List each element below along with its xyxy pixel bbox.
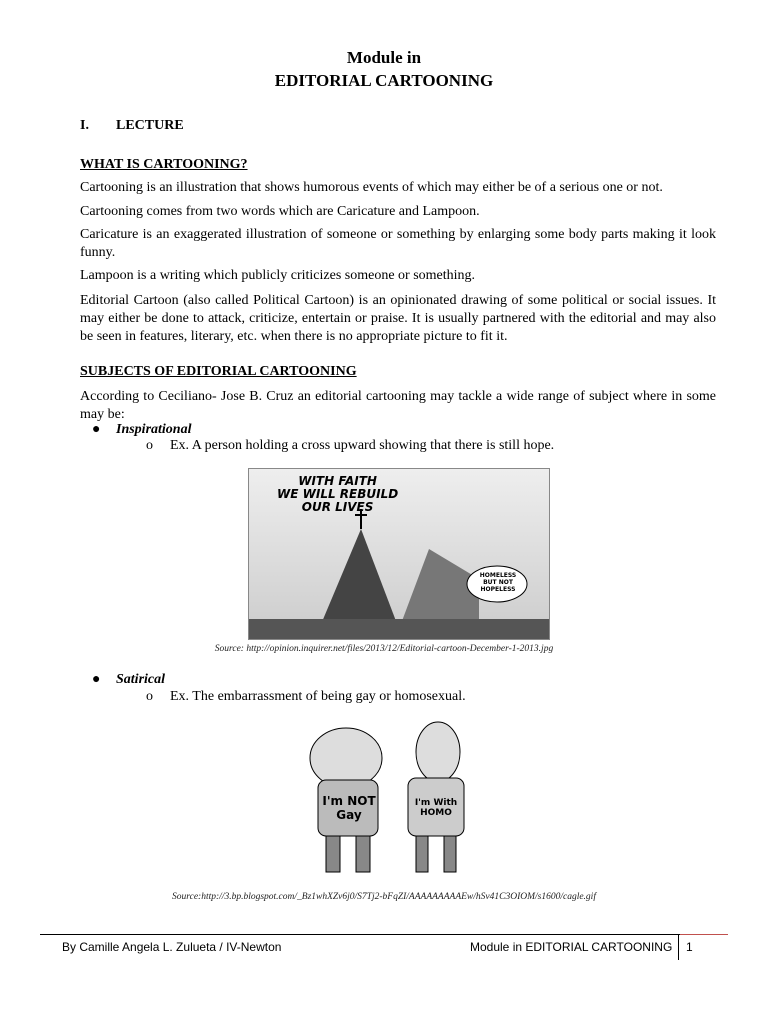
- satirical-cartoon-image: [296, 718, 512, 880]
- subjects-intro: According to Ceciliano- Jose B. Cruz an editorial cartooning may tackle a wide range of subject where in some may be:: [80, 389, 716, 422]
- sub-bullet-icon: o: [146, 438, 153, 453]
- paragraph: Cartooning comes from two words which are Caricature and Lampoon.: [80, 204, 480, 219]
- subjects-heading: SUBJECTS OF EDITORIAL CARTOONING: [80, 364, 357, 379]
- subject-label: Inspirational: [116, 422, 192, 437]
- subject-example: Ex. A person holding a cross upward showing that there is still hope.: [170, 438, 555, 453]
- cartoon-text: I'm NOT Gay: [322, 794, 376, 822]
- bullet-icon: ●: [92, 422, 101, 437]
- paragraph: Lampoon is a writing which publicly criticizes someone or something.: [80, 268, 476, 283]
- title-line-1: Module in: [346, 48, 422, 67]
- image-source-caption: Source: http://opinion.inquirer.net/files/2013/12/Editorial-cartoon-December-1-2013.jpg: [214, 644, 554, 654]
- footer-module: Module in EDITORIAL CARTOONING: [470, 940, 673, 954]
- subject-label: Satirical: [116, 672, 166, 687]
- page-title: EDITORIAL CARTOONING: [274, 71, 494, 90]
- footer-divider: [40, 934, 680, 935]
- footer-author: By Camille Angela L. Zulueta / IV-Newton: [62, 940, 282, 954]
- footer-accent-line: [680, 934, 728, 935]
- footer-separator: [678, 934, 679, 960]
- speech-bubble-text: HOMELESS BUT NOT HOPELESS: [479, 572, 517, 593]
- sub-bullet-icon: o: [146, 689, 153, 704]
- bullet-icon: ●: [92, 672, 101, 687]
- what-is-heading: WHAT IS CARTOONING?: [80, 157, 248, 172]
- paragraph: Caricature is an exaggerated illustration of someone or something by enlarging some body parts making it look funny.: [80, 227, 716, 260]
- subject-example: Ex. The embarrassment of being gay or homosexual.: [170, 689, 466, 704]
- cartoon-text: I'm With HOMO: [414, 798, 458, 818]
- image-source-caption: Source:http://3.bp.blogspot.com/_Bz1whXZv6j0/S7Tj2-bFqZI/AAAAAAAAAEw/hSv41C3OIOM/s1600/cagle.gif: [172, 892, 596, 902]
- section-heading: LECTURE: [116, 118, 184, 133]
- cartoon-text: WE WILL REBUILD: [277, 487, 399, 501]
- paragraph: Editorial Cartoon (also called Political Cartoon) is an opinionated drawing of some political or social issues. It may either be done to attack, criticize, entertain or praise. It is usually partnered with the editorial and may also be seen in features, literary, etc. when there is no appropriate picture to fit it.: [80, 293, 716, 344]
- page-number: 1: [686, 940, 693, 954]
- cartoon-text: WITH FAITH: [298, 474, 377, 488]
- inspirational-cartoon-image: [248, 468, 550, 640]
- section-number: I.: [80, 118, 89, 133]
- cartoon-text: OUR LIVES: [301, 500, 374, 514]
- paragraph: Cartooning is an illustration that shows humorous events of which may either be of a serious one or not.: [80, 180, 663, 195]
